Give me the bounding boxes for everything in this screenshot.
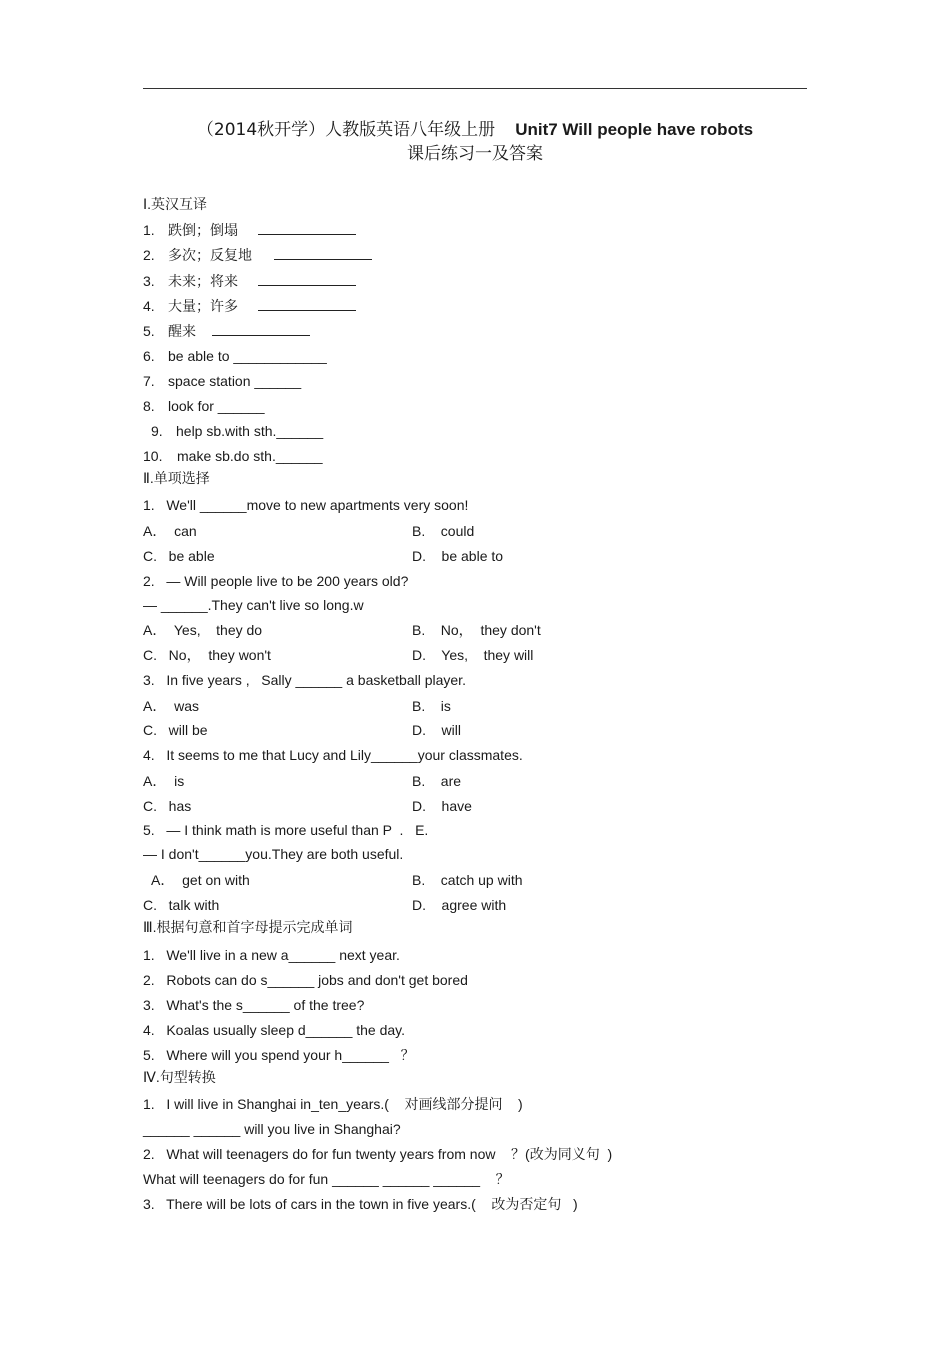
q5-option-c: C. talk with — [143, 897, 220, 913]
header-rule — [143, 88, 807, 89]
q5-stem-2: — I don't______you.They are both useful. — [143, 846, 404, 862]
q1-option-c: C. be able — [143, 548, 215, 564]
s1-item-10: 10. make sb.do sth.______ — [143, 448, 323, 464]
q3-stem: 3. In five years , Sally ______ a basketball player. — [143, 672, 466, 688]
s4-line-5: 3. There will be lots of cars in the town in five years.( 改为否定句 ) — [143, 1196, 578, 1212]
q4-option-c: C. has — [143, 798, 192, 814]
q5-option-b: B. catch up with — [412, 872, 523, 888]
q3-option-b: B. is — [412, 698, 451, 714]
s1-item-3: 3. 未来；将来 — [143, 272, 356, 290]
s3-item-4: 4. Koalas usually sleep d______ the day. — [143, 1022, 406, 1038]
q3-option-c: C. will be — [143, 722, 208, 738]
q5-stem: 5. — I think math is more useful than P . E. — [143, 822, 429, 838]
s4-line-2: ______ ______ will you live in Shanghai? — [143, 1121, 401, 1137]
q1-option-b: B. could — [412, 523, 475, 539]
document-title — [0, 119, 950, 141]
title-unit: Unit7 Will people have robots — [515, 120, 754, 139]
title-prefix: （2014秋开学）人教版英语八年级上册 — [196, 120, 496, 140]
q2-option-a: A． Yes, they do — [143, 622, 263, 638]
q2-stem-2: — ______.They can't live so long.w — [143, 597, 364, 613]
q2-option-d: D. Yes, they will — [412, 647, 534, 663]
s1-item-5: 5. 醒来 — [143, 322, 310, 340]
q2-option-b: B. No， they don't — [412, 622, 541, 638]
q2-option-c: C. No， they won't — [143, 647, 271, 663]
section3-heading: Ⅲ.根据句意和首字母提示完成单词 — [143, 919, 353, 935]
q4-stem: 4. It seems to me that Lucy and Lily______your classmates. — [143, 747, 523, 763]
s1-item-7: 7. space station ______ — [143, 373, 302, 389]
s1-item-6: 6. be able to ____________ — [143, 348, 327, 364]
q5-option-d: D. agree with — [412, 897, 507, 913]
q3-option-d: D. will — [412, 722, 461, 738]
q4-option-b: B. are — [412, 773, 462, 789]
q1-stem: 1. We'll ______move to new apartments very soon! — [143, 497, 469, 513]
s3-item-2: 2. Robots can do s______ jobs and don't get bored — [143, 972, 468, 988]
s1-item-9: 9. help sb.with sth.______ — [151, 423, 324, 439]
section1-heading: Ⅰ.英汉互译 — [143, 196, 208, 212]
section4-heading: Ⅳ.句型转换 — [143, 1069, 216, 1085]
s1-item-2: 2. 多次；反复地 — [143, 246, 372, 264]
q3-option-a: A． was — [143, 698, 200, 714]
section2-heading: Ⅱ.单项选择 — [143, 470, 210, 486]
s4-line-4: What will teenagers do for fun ______ ______ ______ ？ — [143, 1171, 510, 1187]
s4-line-3: 2. What will teenagers do for fun twenty years from now ？(改为同义句 ) — [143, 1146, 613, 1162]
s3-item-1: 1. We'll live in a new a______ next year. — [143, 947, 400, 963]
s3-item-5: 5. Where will you spend your h______ ？ — [143, 1047, 415, 1063]
document-subtitle: 课后练习一及答案 — [407, 144, 543, 163]
q1-option-d: D. be able to — [412, 548, 504, 564]
s1-item-8: 8. look for ______ — [143, 398, 265, 414]
s4-line-1: 1. I will live in Shanghai in_ten_years.( 对画线部分提问 ) — [143, 1096, 523, 1112]
q1-option-a: A． can — [143, 523, 197, 539]
q4-option-d: D. have — [412, 798, 472, 814]
s1-item-1: 1. 跌倒；倒塌 — [143, 221, 356, 239]
s1-item-4: 4. 大量；许多 — [143, 297, 356, 315]
s3-item-3: 3. What's the s______ of the tree? — [143, 997, 365, 1013]
q4-option-a: A． is — [143, 773, 185, 789]
q2-stem: 2. — Will people live to be 200 years old? — [143, 573, 409, 589]
q5-option-a: A． get on with — [151, 872, 250, 888]
